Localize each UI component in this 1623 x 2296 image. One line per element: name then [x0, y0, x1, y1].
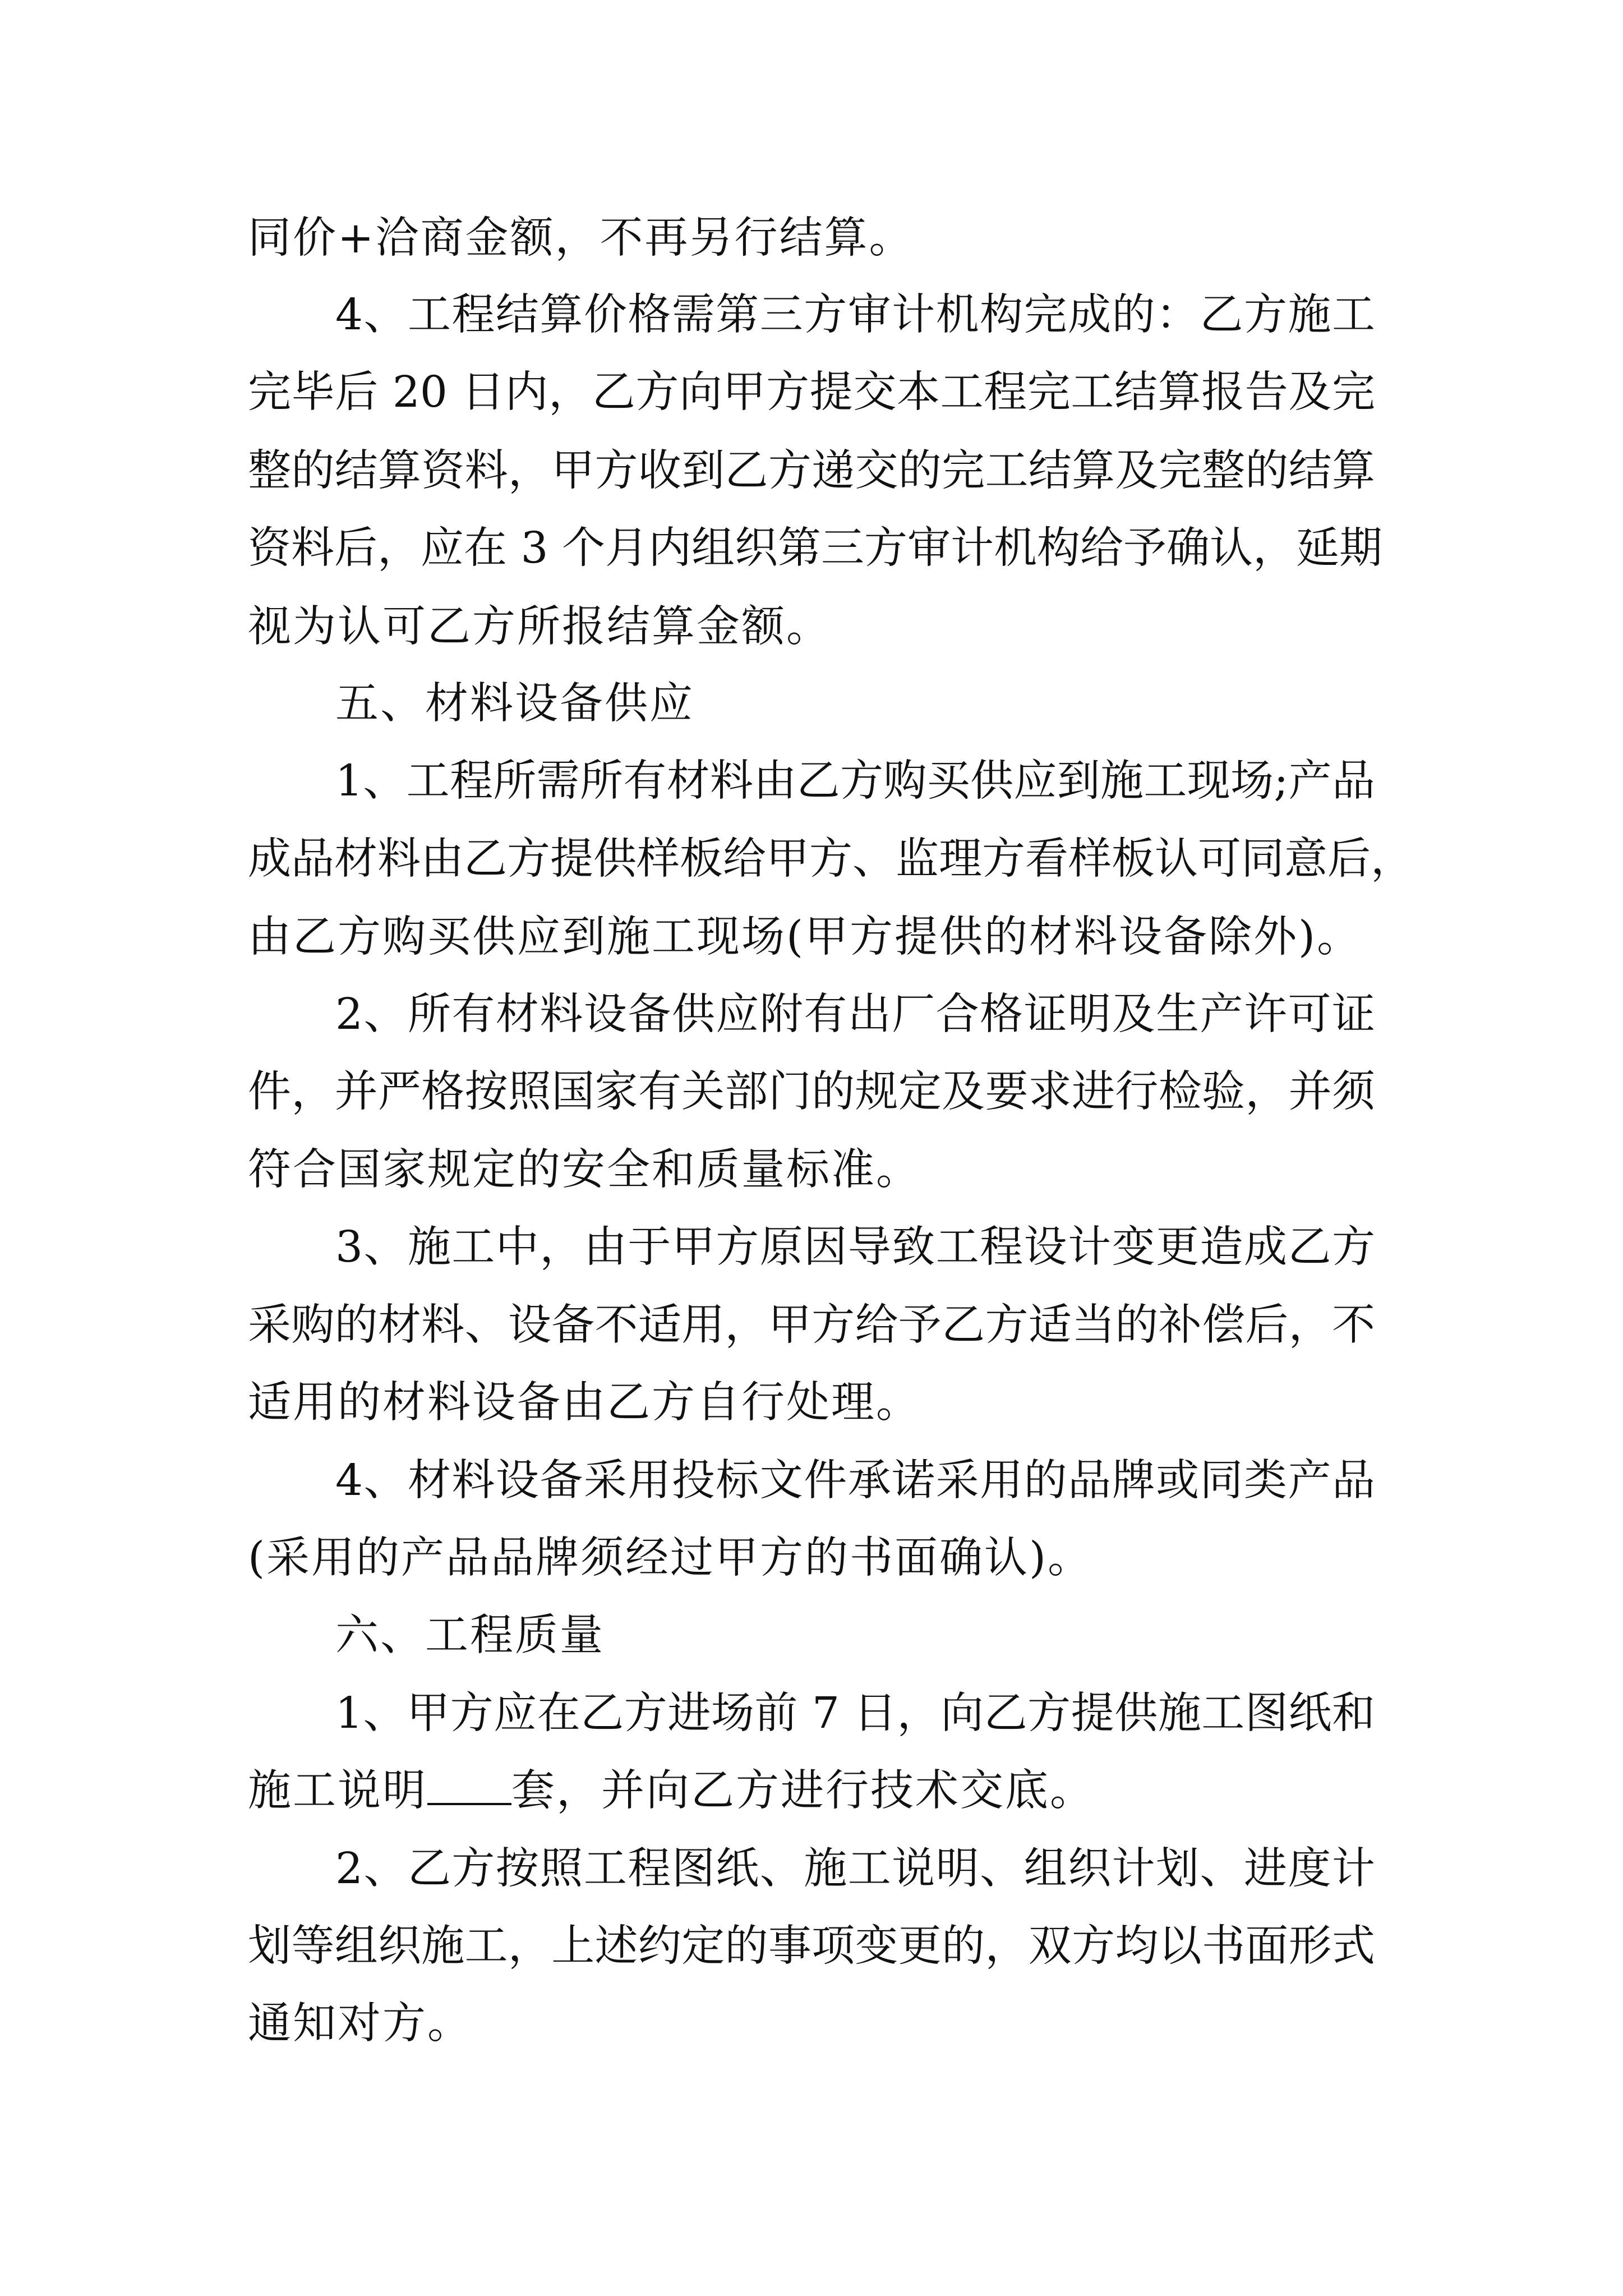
- text-line: 由乙方购买供应到施工现场(甲方提供的材料设备除外)。: [248, 912, 1362, 962]
- text-line: 1、甲方应在乙方进场前 7 日，向乙方提供施工图纸和: [335, 1688, 1375, 1738]
- text-line: 1、工程所需所有材料由乙方购买供应到施工现场;产品: [335, 756, 1375, 806]
- text-line: (采用的产品品牌须经过甲方的书面确认)。: [248, 1533, 1093, 1583]
- text-line: 符合国家规定的安全和质量标准。: [248, 1145, 921, 1195]
- text-line: 视为认可乙方所报结算金额。: [248, 602, 831, 652]
- text-line: 资料后，应在 3 个月内组织第三方审计机构给予确认，延期: [248, 523, 1382, 573]
- text-line: 同价+洽商金额，不再另行结算。: [248, 213, 914, 263]
- text-line: 2、所有材料设备供应附有出厂合格证明及生产许可证: [335, 990, 1375, 1039]
- text-line-with-blank: [248, 1763, 1095, 1819]
- text-line: 成品材料由乙方提供样板给甲方、监理方看样板认可同意后，: [248, 834, 1414, 884]
- text-line: 4、材料设备采用投标文件承诺采用的品牌或同类产品: [335, 1456, 1375, 1506]
- text-line: 划等组织施工，上述约定的事项变更的，双方均以书面形式: [248, 1921, 1375, 1971]
- text-line: 通知对方。: [248, 1999, 472, 2049]
- text-line: 采购的材料、设备不适用，甲方给予乙方适当的补偿后，不: [248, 1300, 1375, 1350]
- section-heading: 六、工程质量: [335, 1611, 605, 1660]
- text-line: 4、工程结算价格需第三方审计机构完成的：乙方施工: [335, 290, 1375, 340]
- text-line: 完毕后 20 日内，乙方向甲方提交本工程完工结算报告及完: [248, 367, 1375, 417]
- text-segment: 施工说明: [248, 1766, 427, 1816]
- text-line: 适用的材料设备由乙方自行处理。: [248, 1378, 921, 1428]
- text-line: 件，并严格按照国家有关部门的规定及要求进行检验，并须: [248, 1067, 1375, 1117]
- text-line: 3、施工中，由于甲方原因导致工程设计变更造成乙方: [335, 1222, 1375, 1272]
- section-heading: 五、材料设备供应: [335, 679, 694, 729]
- text-segment: 套，并向乙方进行技术交底。: [511, 1766, 1095, 1816]
- fill-in-blank: [427, 1768, 511, 1805]
- text-line: 整的结算资料，甲方收到乙方递交的完工结算及完整的结算: [248, 446, 1375, 496]
- text-line: 2、乙方按照工程图纸、施工说明、组织计划、进度计: [335, 1844, 1375, 1894]
